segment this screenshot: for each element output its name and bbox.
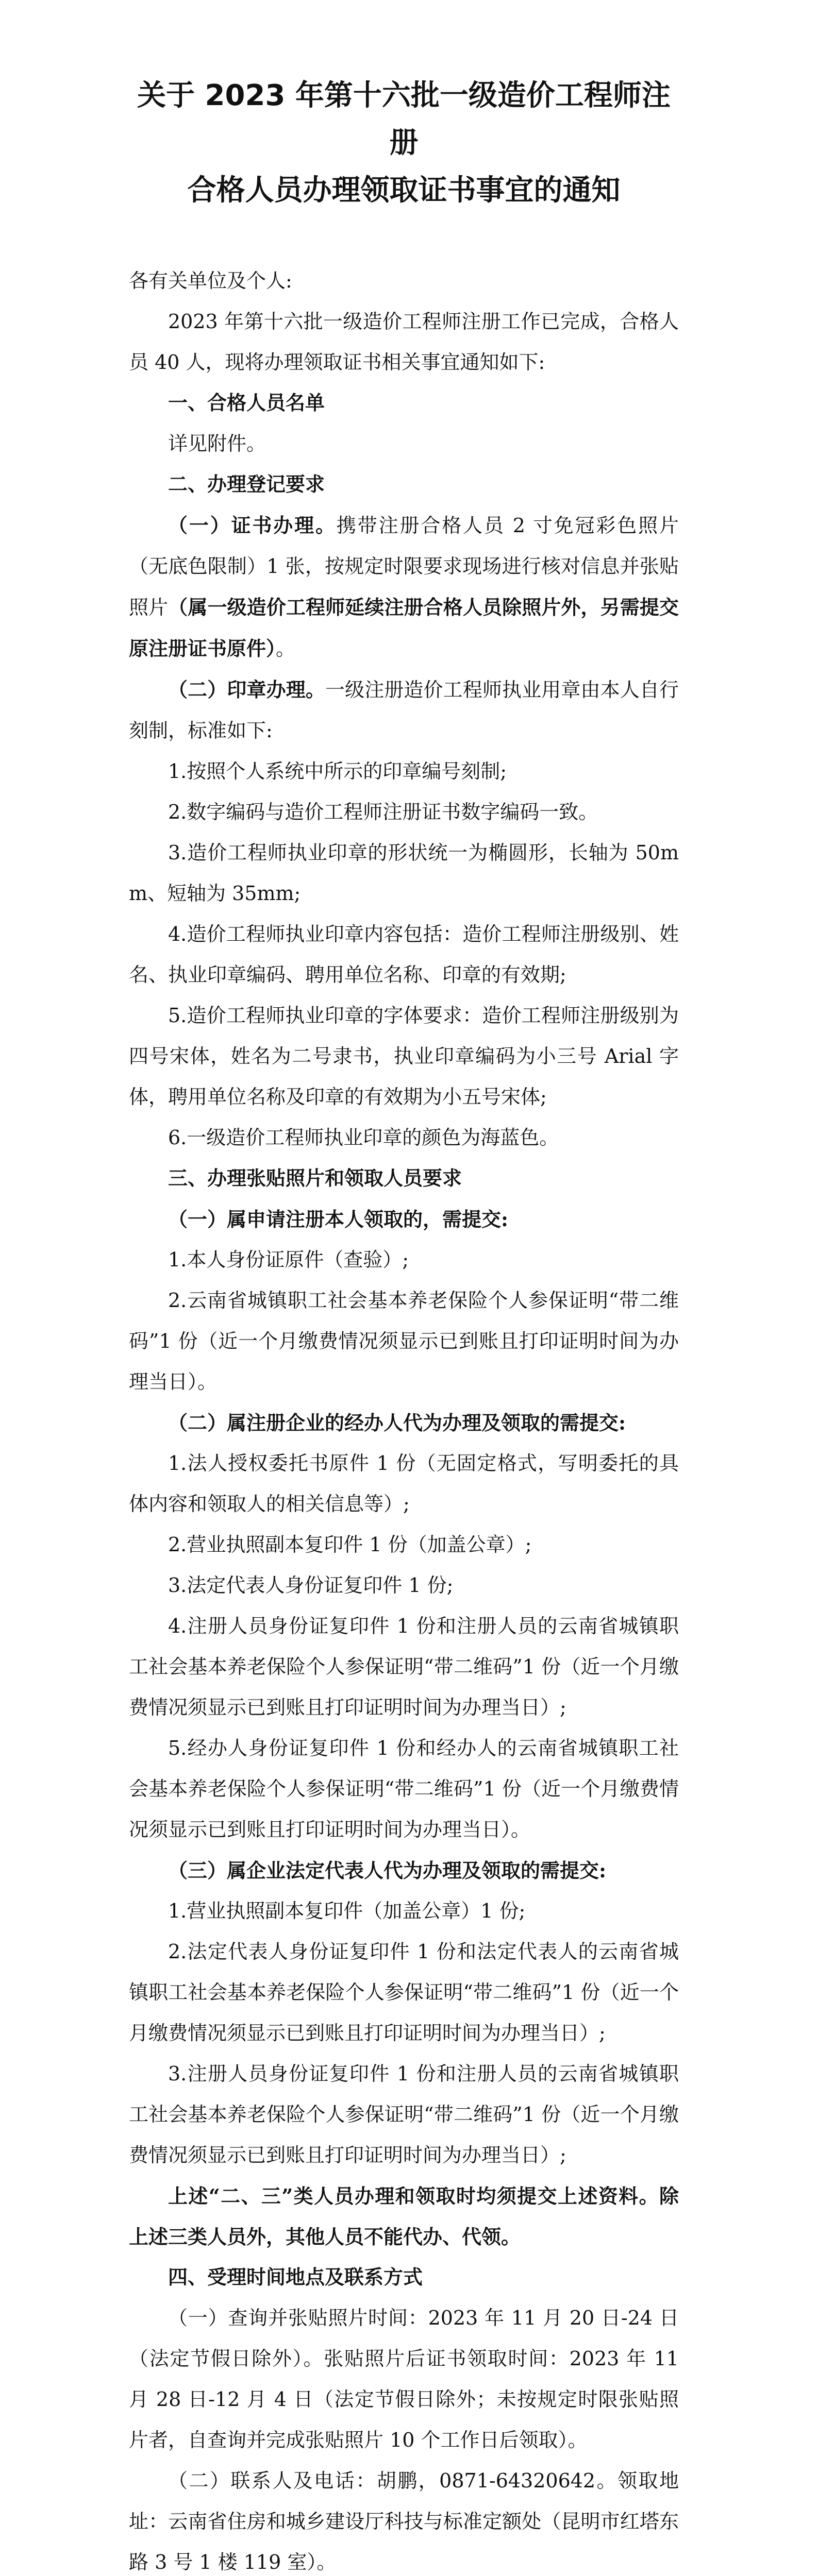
seal-text: 一级注册造价工程师执业用章由本人自行刻制，标准如下: — [129, 679, 679, 742]
title-line-1: 关于 2023 年第十六批一级造价工程师注册 — [137, 79, 671, 160]
salutation: 各有关单位及个人: — [129, 269, 292, 292]
seal-rule: 3.造价工程师执业印章的形状统一为椭圆形，长轴为 50mm、短轴为 35mm; — [129, 841, 679, 905]
requirement-item: 1.本人身份证原件（查验）; — [168, 1248, 409, 1271]
title-line-2: 合格人员办理领取证书事宜的通知 — [187, 174, 621, 207]
seal-lead: （二）印章办理。 — [168, 678, 325, 701]
seal-rule: 2.数字编码与造价工程师注册证书数字编码一致。 — [168, 801, 598, 823]
requirement-item: 2.云南省城镇职工社会基本养老保险个人参保证明“带二维码”1 份（近一个月缴费情况须显示已到账且打印证明时间为办理当日）。 — [129, 1289, 679, 1393]
requirement-item: 4.注册人员身份证复印件 1 份和注册人员的云南省城镇职工社会基本养老保险个人参保证明“带二维码”1 份（近一个月缴费情况须显示已到账且打印证明时间为办理当日）; — [129, 1615, 679, 1719]
seal-rule: 1.按照个人系统中所示的印章编号刻制; — [168, 760, 507, 783]
requirement-item: 1.法人授权委托书原件 1 份（无固定格式，写明委托的具体内容和领取人的相关信息等）; — [129, 1452, 679, 1515]
seal-rule: 4.造价工程师执业印章内容包括：造价工程师注册级别、姓名、执业印章编码、聘用单位名称、印章的有效期; — [129, 923, 679, 986]
section-1-text: 详见附件。 — [168, 432, 266, 455]
intro-paragraph: 2023 年第十六批一级造价工程师注册工作已完成，合格人员 40 人，现将办理领取证书相关事宜通知如下: — [129, 310, 679, 374]
certificate-end: 。 — [276, 637, 296, 660]
requirement-item: 2.营业执照副本复印件 1 份（加盖公章）; — [168, 1533, 532, 1556]
contact-info: （二）联系人及电话：胡鹏，0871-64320642。领取地址：云南省住房和城乡建设厅科技与标准定额处（昆明市红塔东路 3 号 1 楼 119 室）。 — [129, 2469, 679, 2573]
seal-rule: 5.造价工程师执业印章的字体要求：造价工程师注册级别为四号宋体，姓名为二号隶书，执业印章编码为小三号 Arial 字体，聘用单位名称及印章的有效期为小五号宋体; — [129, 1004, 679, 1108]
seal-paragraph — [129, 669, 679, 751]
section-4-heading: 四、受理时间地点及联系方式 — [168, 2266, 423, 2289]
seal-rule: 6.一级造价工程师执业印章的颜色为海蓝色。 — [168, 1126, 559, 1149]
certificate-lead: （一）证书办理。 — [168, 514, 337, 537]
acceptance-time: （一）查询并张贴照片时间：2023 年 11 月 20 日-24 日（法定节假日除外）。张贴照片后证书领取时间：2023 年 11 月 28 日-12 月 4 日（法定节假日除外；未按规定时限张贴照片者，自查询并完成张贴照片 10 个工作日后领取）。 — [129, 2307, 679, 2451]
certificate-note: （属一级造价工程师延续注册合格人员除照片外，另需提交原注册证书原件） — [129, 596, 679, 660]
subsection-3-2-heading: （二）属注册企业的经办人代为办理及领取的需提交: — [168, 1411, 626, 1434]
section-3-note: 上述“二、三”类人员办理和领取时均须提交上述资料。除上述三类人员外，其他人员不能代办、代领。 — [129, 2184, 679, 2248]
requirement-item: 1.营业执照副本复印件（加盖公章）1 份; — [168, 1900, 526, 1922]
section-3-heading: 三、办理张贴照片和领取人员要求 — [168, 1167, 462, 1190]
requirement-item: 3.法定代表人身份证复印件 1 份; — [168, 1574, 454, 1597]
subsection-3-3-heading: （三）属企业法定代表人代为办理及领取的需提交: — [168, 1859, 607, 1882]
requirement-item: 3.注册人员身份证复印件 1 份和注册人员的云南省城镇职工社会基本养老保险个人参保证明“带二维码”1 份（近一个月缴费情况须显示已到账且打印证明时间为办理当日）; — [129, 2062, 679, 2166]
document-title — [129, 72, 679, 214]
certificate-paragraph — [129, 505, 679, 669]
section-2-heading: 二、办理登记要求 — [168, 473, 325, 496]
subsection-3-1-heading: （一）属申请注册本人领取的，需提交: — [168, 1208, 509, 1231]
requirement-item: 2.法定代表人身份证复印件 1 份和法定代表人的云南省城镇职工社会基本养老保险个人参保证明“带二维码”1 份（近一个月缴费情况须显示已到账且打印证明时间为办理当日）; — [129, 1940, 679, 2044]
section-1-heading: 一、合格人员名单 — [168, 392, 325, 414]
requirement-item: 5.经办人身份证复印件 1 份和经办人的云南省城镇职工社会基本养老保险个人参保证明“带二维码”1 份（近一个月缴费情况须显示已到账且打印证明时间为办理当日）。 — [129, 1737, 679, 1841]
certificate-text: 携带注册合格人员 2 寸免冠彩色照片（无底色限制）1 张，按规定时限要求现场进行核对信息并张贴照片 — [129, 514, 679, 619]
